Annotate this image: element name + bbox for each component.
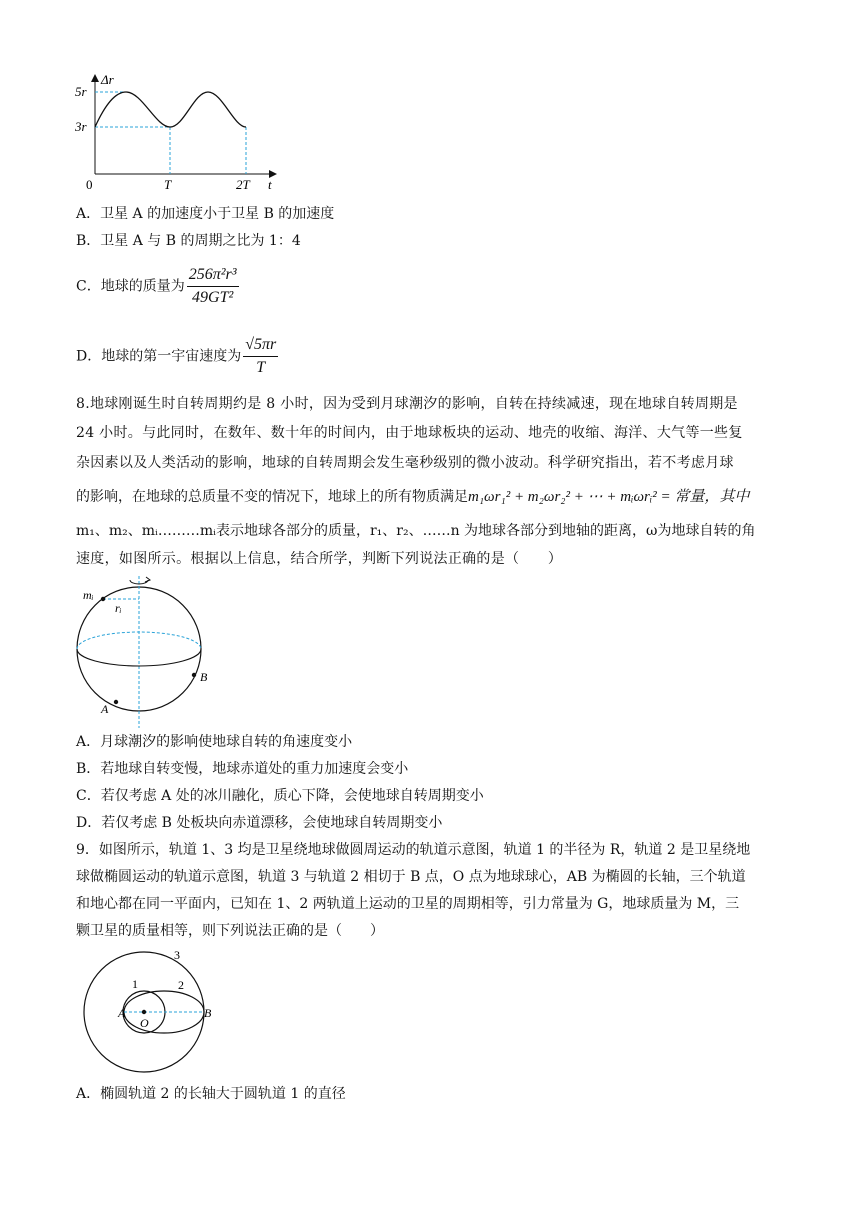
q8-option-c: C．若仅考虑 A 处的冰川融化，质心下降，会使地球自转周期变小 — [76, 788, 484, 804]
q9-stem-line-4: 颗卫星的质量相等，则下列说法正确的是（ ） — [76, 923, 384, 939]
delta-r-vs-t-graph — [70, 70, 290, 200]
orbits-figure — [78, 950, 238, 1075]
earth-center-O — [142, 1010, 146, 1014]
fraction-denominator: 49GT² — [192, 289, 234, 306]
q9-option-a: A．椭圆轨道 2 的长轴大于圆轨道 1 的直径 — [76, 1086, 346, 1102]
graph-origin-label: 0 — [86, 177, 93, 192]
graph-x-axis-label: t — [268, 177, 272, 192]
fraction-numerator: √5πr — [243, 335, 278, 357]
q8-option-d: D．若仅考虑 B 处板块向赤道漂移，会使地球自转周期变小 — [76, 815, 443, 831]
q8-stem-line-4-text: 的影响，在地球的总质量不变的情况下，地球上的所有物质满足 — [76, 489, 468, 505]
q9-stem-line-3: 和地心都在同一平面内，已知在 1、2 两轨道上运动的卫星的周期相等，引力常量为 G，地球质量为 M，三 — [76, 896, 740, 912]
point-mi — [101, 597, 105, 601]
q7-option-b: B．卫星 A 与 B 的周期之比为 1：4 — [76, 233, 301, 249]
orbit-label-1: 1 — [132, 977, 138, 991]
q8-stem-line-3: 杂因素以及人类活动的影响，地球的自转周期会发生毫秒级别的微小波动。科学研究指出，若不考虑月球 — [76, 455, 734, 471]
q9-stem-line-2: 球做椭圆运动的轨道示意图，轨道 3 与轨道 2 相切于 B 点，O 点为地球球心，AB 为椭圆的长轴，三个轨道 — [76, 869, 746, 885]
point-label-O: O — [140, 1016, 149, 1030]
q7-option-d-fraction — [243, 335, 278, 378]
q7-option-d-text: D．地球的第一宇宙速度为 — [76, 348, 242, 365]
delta-r-curve — [95, 92, 246, 127]
label-B: B — [200, 670, 208, 684]
graph-y-tick-3r: 3r — [75, 119, 87, 134]
point-label-A: A — [118, 1006, 126, 1020]
q7-option-d — [76, 335, 278, 378]
graph-y-axis-label: Δr — [101, 72, 114, 87]
q8-stem-line-1: 8.地球刚诞生时自转周期约是 8 小时，因为受到月球潮汐的影响，自转在持续减速，现在地球自转周期是 — [76, 396, 738, 412]
q7-option-c — [76, 265, 239, 308]
point-A — [114, 700, 118, 704]
label-ri: rᵢ — [115, 601, 122, 615]
graph-x-tick-T: T — [164, 177, 172, 192]
q7-option-c-text: C．地球的质量为 — [76, 278, 185, 295]
q8-stem-line-4 — [76, 487, 749, 507]
q8-option-a: A．月球潮汐的影响使地球自转的角速度变小 — [76, 734, 353, 750]
q9-stem-line-1: 9．如图所示，轨道 1、3 均是卫星绕地球做圆周运动的轨道示意图，轨道 1 的半径为 R，轨道 2 是卫星绕地 — [76, 842, 751, 858]
q8-stem-line-2: 24 小时。与此同时，在数年、数十年的时间内，由于地球板块的运动、地壳的收缩、海洋、大气等一些复 — [76, 425, 743, 441]
graph-y-tick-5r: 5r — [75, 84, 87, 99]
orbit-label-3: 3 — [174, 950, 180, 962]
orbit-label-2: 2 — [178, 978, 184, 992]
q8-stem-line-6: 速度，如图所示。根据以上信息，结合所学，判断下列说法正确的是（ ） — [76, 551, 563, 567]
q7-option-c-fraction — [187, 265, 239, 308]
graph-x-tick-2T: 2T — [236, 177, 250, 192]
label-A: A — [101, 702, 109, 716]
q8-option-b: B．若地球自转变慢，地球赤道处的重力加速度会变小 — [76, 761, 409, 777]
label-mi: mᵢ — [83, 588, 94, 602]
rotating-earth-figure — [70, 572, 220, 732]
point-B — [192, 673, 196, 677]
q7-option-a: A．卫星 A 的加速度小于卫星 B 的加速度 — [76, 206, 335, 222]
rotation-arrowhead-icon — [145, 577, 150, 582]
fraction-numerator: 256π²r³ — [187, 265, 239, 287]
q8-conservation-formula: m₁ωr₁² + m₂ωr₂² + ⋯ + mᵢωrᵢ² = 常量，其中 — [468, 489, 750, 505]
point-label-B: B — [204, 1006, 212, 1020]
q8-stem-line-5: m₁、m₂、mᵢ………mᵢ表示地球各部分的质量，r₁、r₂、……n 为地球各部分到地轴的距离，ω为地球自转的角 — [76, 523, 756, 539]
fraction-denominator: T — [256, 359, 266, 376]
